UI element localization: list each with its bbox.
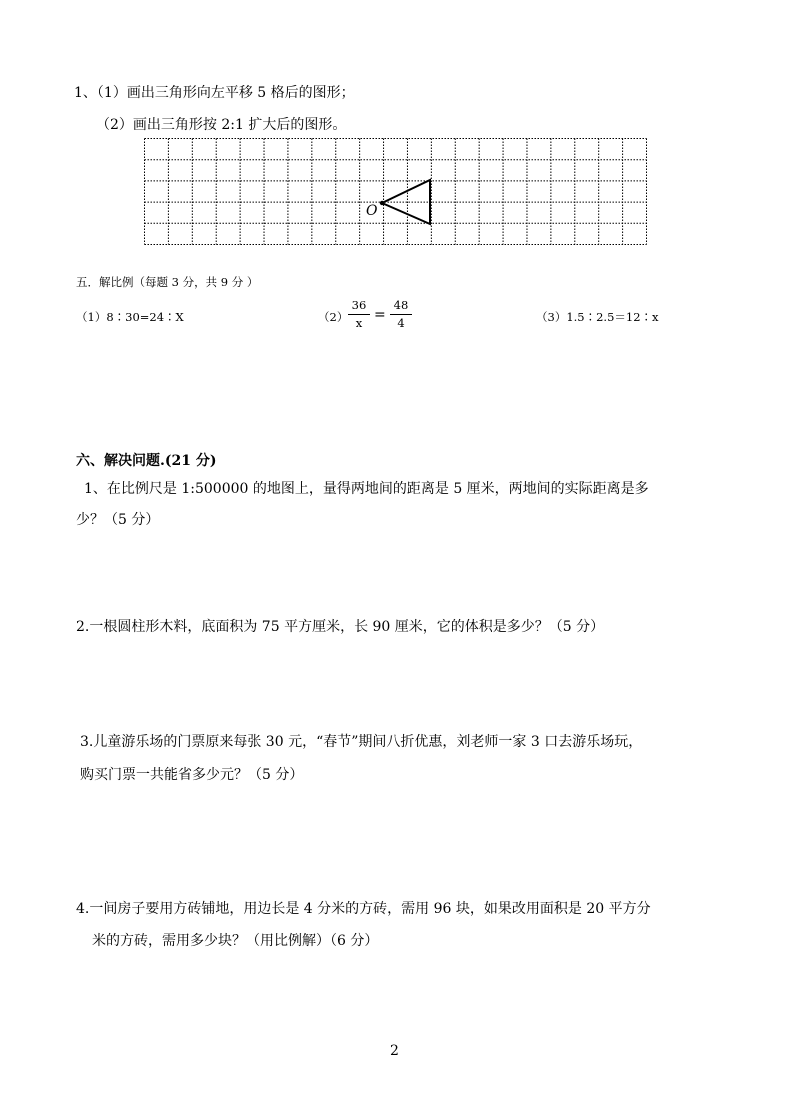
page-number: 2 [390,1043,399,1059]
section5-title: 五．解比例（每题 3 分，共 9 分 ） [76,275,259,289]
problem-2: 2.一根圆柱形木料，底面积为 75 平方厘米，长 90 厘米，它的体积是多少？（5 分） [76,619,605,635]
proportion-1: （1）8∶30=24∶X [76,310,184,324]
frac-left-numerator: 36 [351,298,367,312]
frac-right-denominator: 4 [397,316,405,330]
grid-svg [144,138,647,245]
frac-right-numerator: 48 [393,298,409,312]
grid-lines [145,139,647,245]
proportion-2-prefix: （2） [318,310,349,324]
problem-3-line1: 3.儿童游乐场的门票原来每张 30 元，“春节”期间八折优惠，刘老师一家 3 口去游乐场玩， [80,734,643,750]
proportion-3: （3）1.5∶2.5＝12∶x [536,310,659,324]
problem-1-line2: 少？（5 分） [76,512,160,528]
frac-left-denominator: x [355,316,363,330]
problem-3-line2: 购买门票一共能省多少元？（5 分） [80,767,304,783]
proportion-2-equals: = [374,307,386,323]
problem-4-line1: 4.一间房子要用方砖铺地，用边长是 4 分米的方砖，需用 96 块，如果改用面积是 20 平方分 [76,901,651,917]
proportion-2-right-fraction [390,299,412,330]
proportion-2-left-fraction [348,299,370,330]
point-o [380,201,384,205]
grid-figure [144,138,647,249]
point-o-label: O [366,203,378,219]
q1-line2: （2）画出三角形按 2:1 扩大后的图形。 [96,117,347,133]
problem-4-line2: 米的方砖，需用多少块？（用比例解）（6 分） [92,933,379,949]
q1-line1: 1、（1）画出三角形向左平移 5 格后的图形； [74,85,355,101]
problem-1-line1: 1、在比例尺是 1:500000 的地图上，量得两地间的距离是 5 厘米，两地间的实际距离是多 [84,481,649,497]
section6-title: 六、解决问题.(21 分) [76,453,217,469]
